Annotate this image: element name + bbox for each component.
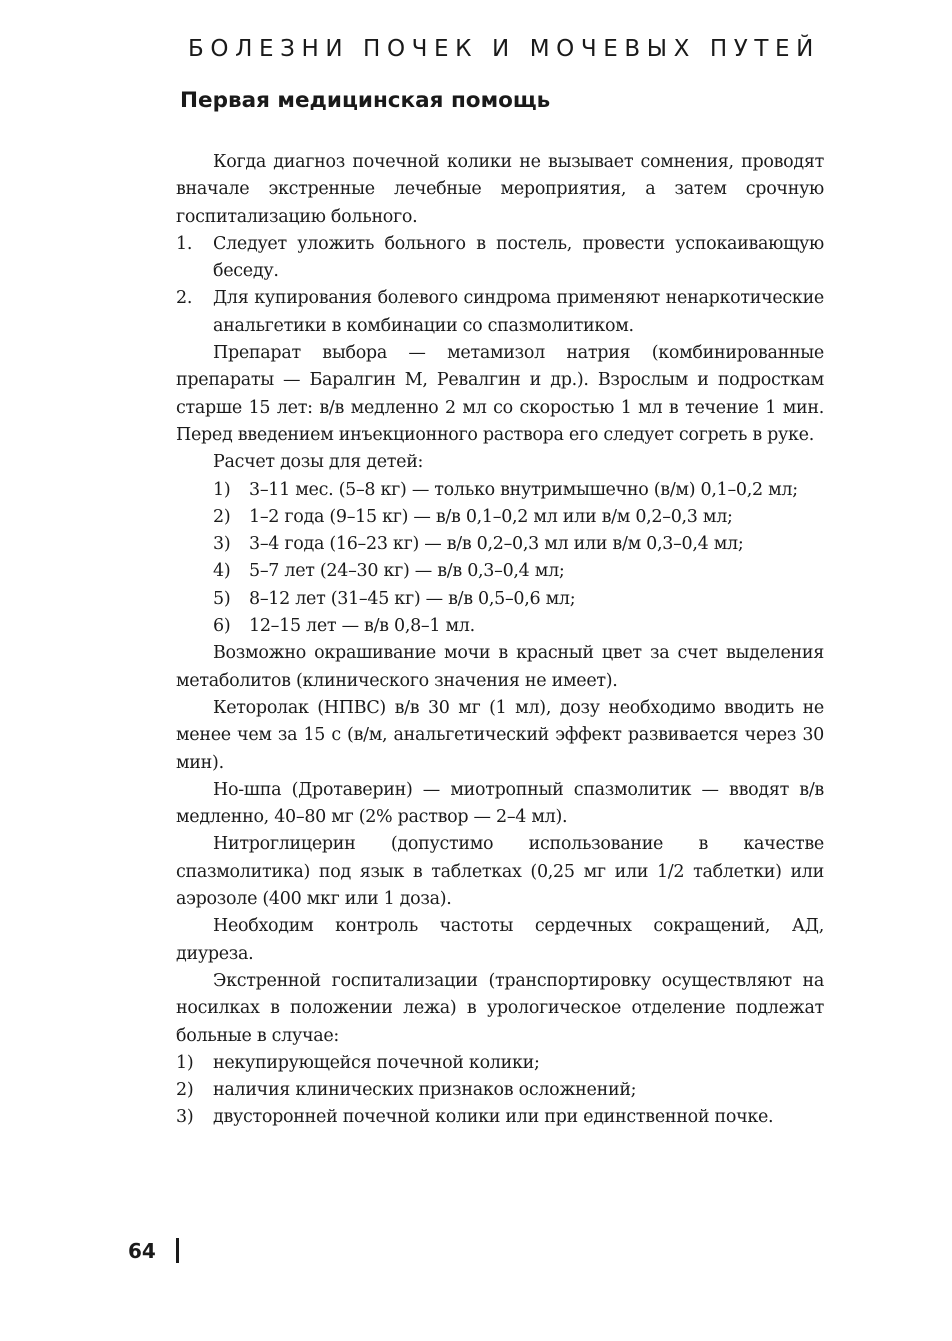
list-item-text: 3–11 мес. (5–8 кг) — только внутримышечно (в/м) 0,1–0,2 мл; (249, 479, 798, 500)
page-footer (128, 1238, 179, 1263)
intro-paragraph: Когда диагноз почечной колики не вызывает сомнения, проводят вначале экстренные лечебные мероприятия, а затем срочную госпитализацию больного. (176, 152, 824, 227)
list-item (176, 1050, 824, 1077)
hospitalization-cases-list (176, 1050, 824, 1132)
list-item-number: 4) (213, 561, 231, 582)
list-item (213, 531, 824, 558)
list-item-number: 2. (176, 288, 193, 309)
list-item-number: 2) (176, 1080, 194, 1101)
list-item (213, 558, 824, 585)
nitroglycerin-paragraph: Нитроглицерин (допустимо использование в качестве спазмолитика) под язык в таблетках (0,25 мг или 1/2 таблетки) или аэрозоле (400 мкг или 1 доза). (176, 834, 824, 910)
list-item (213, 504, 824, 531)
section-title: Первая медицинская помощь (180, 88, 551, 113)
list-item-number: 1) (176, 1052, 194, 1073)
list-item-text: некупирующейся почечной колики; (213, 1052, 540, 1073)
list-item (213, 477, 824, 504)
steps-list (176, 231, 824, 340)
list-item-text: 1–2 года (9–15 кг) — в/в 0,1–0,2 мл или в/м 0,2–0,3 мл; (249, 506, 733, 527)
list-item-text: 5–7 лет (24–30 кг) — в/в 0,3–0,4 мл; (249, 561, 565, 582)
list-item (176, 1104, 824, 1131)
list-item-text: двусторонней почечной колики или при единственной почке. (213, 1107, 774, 1128)
dose-list (176, 477, 824, 641)
list-item (176, 1077, 824, 1104)
list-item-number: 3) (213, 534, 231, 555)
list-item (176, 285, 824, 340)
page-body (176, 149, 824, 1132)
page-number: 64 (128, 1238, 156, 1263)
monitoring-paragraph: Необходим контроль частоты сердечных сокращений, АД, диуреза. (176, 916, 824, 964)
list-item-number: 2) (213, 506, 231, 527)
ketorolac-paragraph: Кеторолак (НПВС) в/в 30 мг (1 мл), дозу необходимо вводить не менее чем за 15 с (в/м, анальгетический эффект развивается через 30 мин). (176, 697, 824, 773)
list-item-number: 3) (176, 1107, 194, 1128)
list-item-number: 1) (213, 479, 231, 500)
nospa-paragraph: Но-шпа (Дротаверин) — миотропный спазмолитик — вводят в/в медленно, 40–80 мг (2% раствор — 2–4 мл). (176, 779, 824, 828)
list-item-text: Для купирования болевого синдрома применяют ненаркотические анальгетики в комбинации со спазмолитиком. (213, 288, 824, 336)
hospitalization-paragraph: Экстренной госпитализации (транспортировку осуществляют на носилках в положении лежа) в урологическое отделение подлежат больные в случае: (176, 970, 824, 1046)
footer-divider (176, 1238, 179, 1263)
urine-note-paragraph: Возможно окрашивание мочи в красный цвет за счет выделения метаболитов (клинического значения не имеет). (176, 643, 824, 691)
drug-choice-paragraph: Препарат выбора — метамизол натрия (комбинированные препараты — Баралгин М, Ревалгин и др.). Взрослым и подросткам старше 15 лет: в/в медленно 2 мл со скоростью 1 мл в течение 1 мин. Перед введением инъекционного раствора его следует согреть в руке. (176, 343, 824, 445)
list-item-text: 3–4 года (16–23 кг) — в/в 0,2–0,3 мл или в/м 0,3–0,4 мл; (249, 534, 744, 555)
list-item (176, 231, 824, 286)
list-item-text: наличия клинических признаков осложнений; (213, 1080, 637, 1101)
list-item-number: 1. (176, 233, 193, 254)
list-item-text: 8–12 лет (31–45 кг) — в/в 0,5–0,6 мл; (249, 588, 576, 609)
list-item-number: 5) (213, 588, 231, 609)
list-item (213, 613, 824, 640)
running-head: БОЛЕЗНИ ПОЧЕК И МОЧЕВЫХ ПУТЕЙ (187, 36, 820, 62)
list-item (213, 586, 824, 613)
dose-heading: Расчет дозы для детей: (213, 452, 424, 473)
list-item-text: 12–15 лет — в/в 0,8–1 мл. (249, 616, 475, 637)
list-item-number: 6) (213, 616, 231, 637)
list-item-text: Следует уложить больного в постель, провести успокаивающую беседу. (213, 233, 824, 282)
